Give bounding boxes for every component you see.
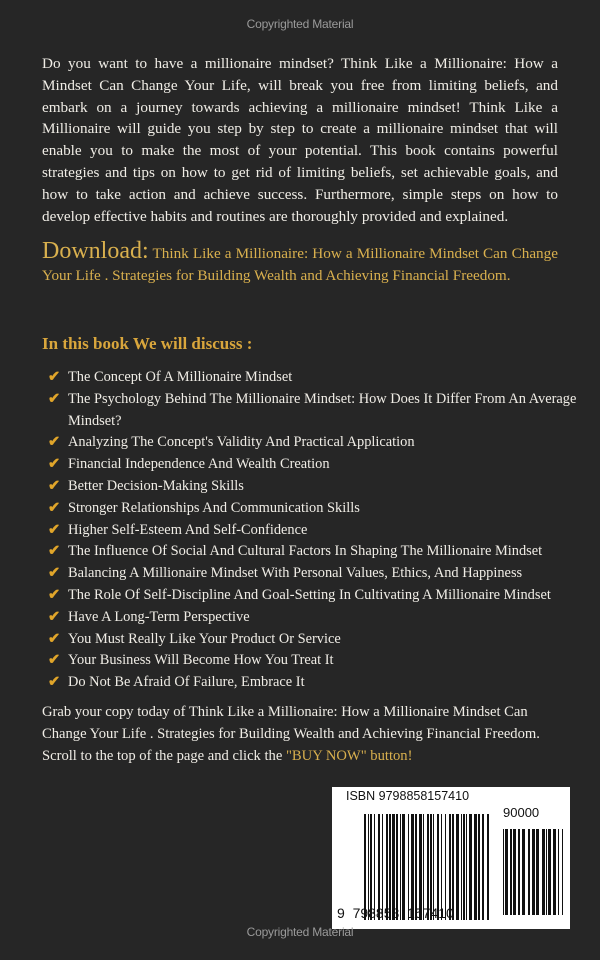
barcode-bar	[548, 829, 551, 915]
topic-text: Better Decision-Making Skills	[68, 477, 244, 494]
topic-item	[48, 650, 600, 672]
checkmark-icon: ✔	[48, 565, 61, 582]
barcode-bar	[461, 814, 462, 920]
barcode-bar	[542, 829, 545, 915]
topic-item	[48, 367, 600, 389]
topic-text: The Concept Of A Millionaire Mindset	[68, 369, 293, 385]
topic-text: The Influence Of Social And Cultural Factors In Shaping The Millionaire Mindset	[68, 543, 543, 560]
topic-item	[48, 672, 600, 694]
barcode-bar	[456, 814, 459, 920]
topics-heading: In this book We will discuss :	[42, 334, 253, 353]
barcode-bar	[478, 814, 480, 920]
download-paragraph	[42, 240, 558, 287]
topic-text: Stronger Relationships And Communication Skills	[68, 499, 360, 516]
barcode-bar	[482, 814, 484, 920]
topic-item	[48, 454, 600, 476]
barcode-bar	[522, 829, 525, 915]
barcode-bar	[546, 829, 547, 915]
topic-item	[48, 476, 600, 498]
checkmark-icon: ✔	[48, 652, 61, 669]
buy-now-highlight: "BUY NOW" button!	[285, 747, 413, 764]
topic-text: The Psychology Behind The Millionaire Mindset: How Does It Differ From An Average Mindset?	[68, 390, 577, 429]
copyright-watermark-top: Copyrighted Material	[246, 17, 354, 31]
checkmark-icon: ✔	[48, 543, 61, 560]
barcode-bar	[469, 814, 472, 920]
barcode-bar	[562, 829, 563, 915]
download-text: Think Like a Millionaire: How a Millionaire Mindset Can Change Your Life . Strategies for Building Wealth and Achieving Financial Freedom.	[42, 245, 558, 284]
barcode-bar	[505, 829, 508, 915]
topic-text: Higher Self-Esteem And Self-Confidence	[68, 521, 308, 538]
checkmark-icon: ✔	[48, 521, 61, 538]
topic-item	[48, 541, 600, 563]
barcode-bar	[553, 829, 556, 915]
checkmark-icon: ✔	[48, 456, 61, 473]
topic-item	[48, 432, 600, 454]
barcode-bar	[518, 829, 520, 915]
checkmark-icon: ✔	[48, 434, 61, 451]
barcode-bar	[510, 829, 512, 915]
topic-item	[48, 585, 600, 607]
barcode-bar	[532, 829, 535, 915]
topic-item	[48, 498, 600, 520]
topic-item	[48, 607, 600, 629]
outro-paragraph	[42, 702, 562, 767]
topic-item	[48, 629, 600, 651]
barcode-bar	[487, 814, 489, 920]
topic-item	[48, 520, 600, 542]
barcode-bar	[503, 829, 504, 915]
intro-paragraph: Do you want to have a millionaire mindset? Think Like a Millionaire: How a Mindset Can Change Your Life, will break you free from limiting beliefs, and embark on a journey towards achieving a millionaire mindset! Think Like a Millionaire will guide you step by step to create a millionaire mindset that will enable you to make the most of your potential. This book contains powerful strategies and tips on how to get rid of limiting beliefs, set achievable goals, and how to take action and achieve success. Furthermore, simple steps on how to develop effective habits and routines are thoroughly provided and explained.	[42, 55, 558, 225]
topic-text: Analyzing The Concept's Validity And Practical Application	[68, 434, 415, 451]
checkmark-icon: ✔	[48, 586, 61, 603]
barcode-bar	[513, 829, 516, 915]
checkmark-icon: ✔	[48, 390, 61, 407]
topic-text: Your Business Will Become How You Treat It	[68, 652, 334, 669]
copyright-watermark-bottom: Copyrighted Material	[246, 925, 354, 939]
outro-text: Grab your copy today of Think Like a Millionaire: How a Millionaire Mindset Can Change Your Life . Strategies for Building Wealth and Achieving Financial Freedom. Scroll to the top of the page and click the	[42, 704, 540, 764]
barcode-digits: 9 798858 157410	[337, 905, 454, 921]
topic-item	[48, 389, 600, 433]
barcode-bar	[466, 814, 467, 920]
topic-text: The Role Of Self-Discipline And Goal-Setting In Cultivating A Millionaire Mindset	[68, 586, 551, 603]
isbn-label: ISBN 9798858157410	[346, 789, 470, 803]
checkmark-icon: ✔	[48, 499, 61, 516]
topic-text: Balancing A Millionaire Mindset With Personal Values, Ethics, And Happiness	[68, 565, 523, 582]
checkmark-icon: ✔	[48, 369, 61, 385]
barcode-bar	[528, 829, 530, 915]
topic-text: Do Not Be Afraid Of Failure, Embrace It	[68, 674, 305, 691]
barcode-bar	[463, 814, 465, 920]
checkmark-icon: ✔	[48, 674, 61, 691]
topic-text: Financial Independence And Wealth Creation	[68, 456, 330, 473]
checkmark-icon: ✔	[48, 477, 61, 494]
download-label: Download:	[42, 238, 149, 264]
isbn-barcode	[332, 787, 570, 929]
topic-text: You Must Really Like Your Product Or Service	[68, 630, 341, 647]
checkmark-icon: ✔	[48, 608, 61, 625]
topic-item	[48, 563, 600, 585]
barcode-bar	[474, 814, 477, 920]
topic-text: Have A Long-Term Perspective	[68, 608, 250, 625]
price-code: 90000	[503, 805, 540, 820]
topics-list	[48, 367, 600, 694]
barcode-bar	[536, 829, 539, 915]
checkmark-icon: ✔	[48, 630, 61, 647]
barcode-bar	[558, 829, 559, 915]
